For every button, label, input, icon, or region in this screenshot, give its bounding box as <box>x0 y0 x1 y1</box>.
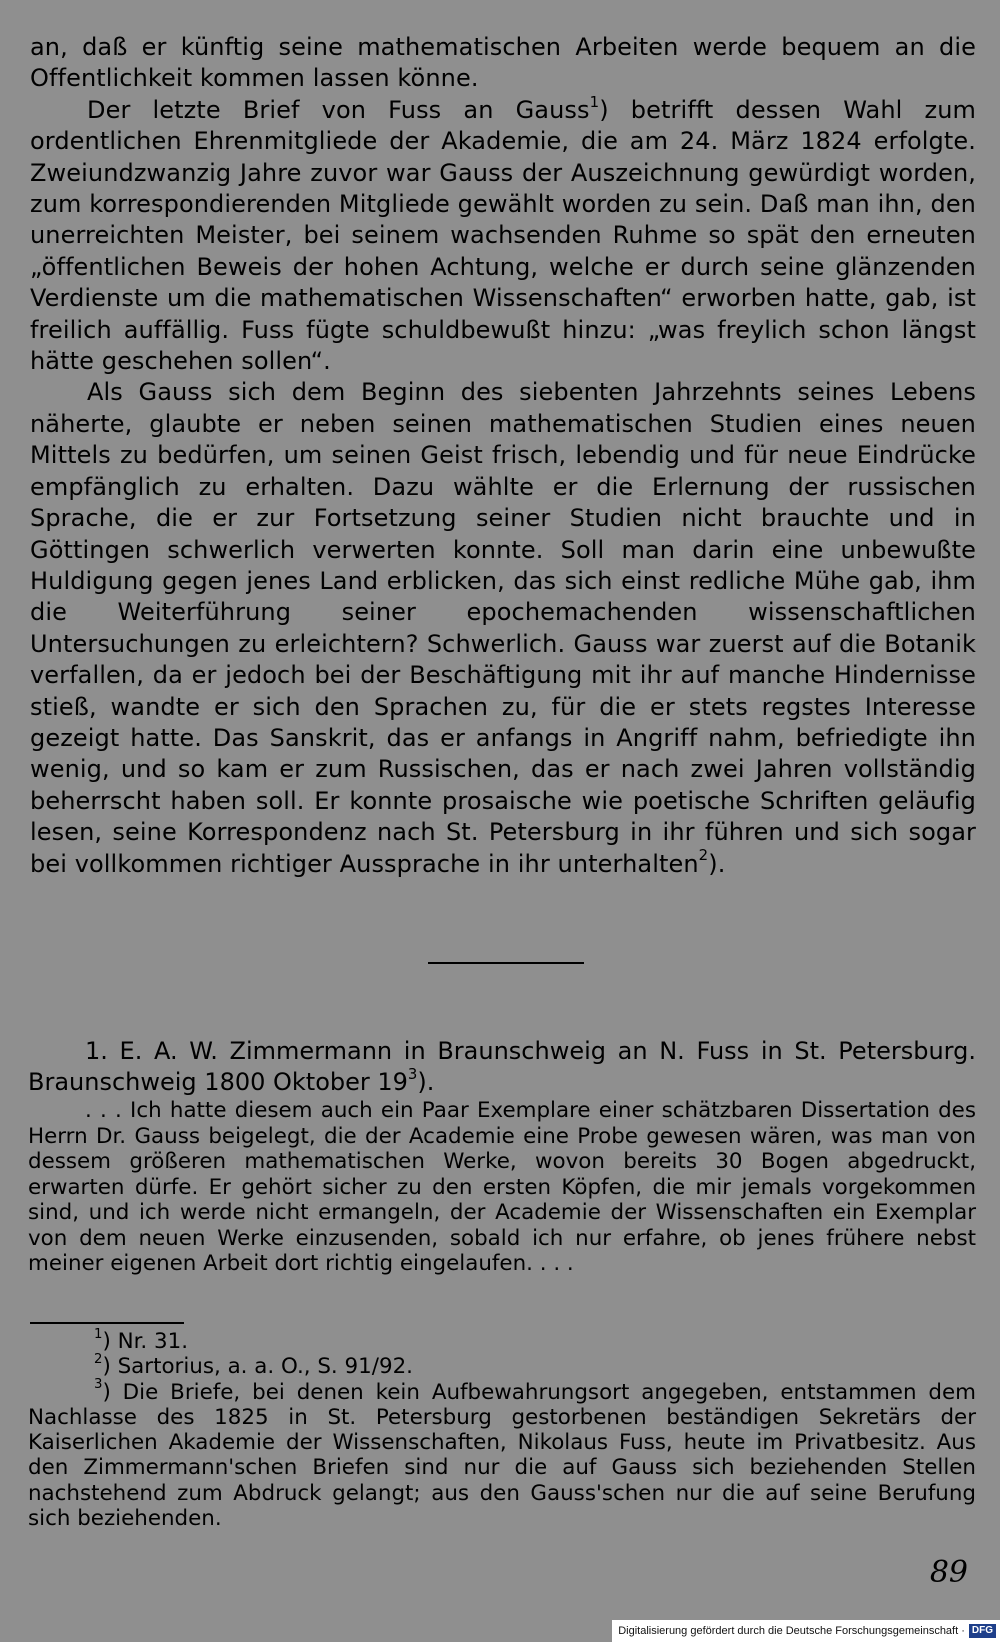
footnote-mark: 3 <box>94 1377 103 1393</box>
footnote-mark: 1 <box>94 1326 103 1342</box>
paragraph-2-text-a: Der letzte Brief von Fuss an Gauss <box>87 95 590 124</box>
paragraph-2-text-b: ) betrifft dessen Wahl zum ordentlichen Ehrenmitgliede der Akademie, die am 24. März 1824 erfolgte. Zweiundzwanzig Jahre zuvor war Gauss der Auszeichnung gewürdigt worden, zum korrespondierenden Mitgliede gewählt worden zu sein. Daß man ihn, den unerreichten Meister, bei seinem wachsenden Ruhme so spät den erneuten „öffentlichen Beweis der hohen Achtung, welche er durch seine glänzenden Verdienste um die mathematischen Wissenschaften“ erworben hatte, gab, ist freilich auffällig. Fuss fügte schuldbewußt hinzu: „was freylich schon längst hätte geschehen sollen“. <box>30 95 976 376</box>
dfg-logo: DFG <box>969 1624 996 1638</box>
footnote-ref-1: 1 <box>589 92 600 111</box>
footnotes <box>28 1326 976 1532</box>
letter-heading <box>28 1036 976 1098</box>
footnote-text: ) Sartorius, a. a. O., S. 91/92. <box>102 1354 413 1380</box>
footnote-3 <box>28 1377 976 1532</box>
letter-body: . . . Ich hatte diesem auch ein Paar Exemplare einer schätzbaren Dissertation des Herrn Dr. Gauss beigelegt, die der Academie eine Probe gewesen wären, was man von dessem größeren mathematischen Werke, wovon bereits 30 Bogen abgedruckt, erwarten dürfe. Er gehört sicher zu den ersten Köpfen, die mir jemals vorgekommen sind, und ich werde nicht ermangeln, der Academie der Wissenschaften ein Exemplar von dem neuen Werke einzusenden, sobald ich nur erfahre, ob jenes frühere nebst meiner eigenen Arbeit dort richtig eingelaufen. . . . <box>28 1098 976 1276</box>
footnote-text: ) Nr. 31. <box>102 1329 189 1354</box>
letter-heading-end: ). <box>417 1068 435 1096</box>
paragraph-3-text-a: Als Gauss sich dem Beginn des siebenten Jahrzehnts seines Lebens näherte, glaubte er neben seinen mathematischen Studien eines neuen Mittels zu bedürfen, um seinen Geist frisch, lebendig und für neue Eindrücke empfänglich zu erhalten. Dazu wählte er die Erlernung der russischen Sprache, die er zur Fortsetzung seiner Studien nicht brauchte und in Göttingen schwerlich verwerten konnte. Soll man darin eine unbewußte Huldigung gegen jenes Land erblicken, das sich einst redliche Mühe gab, ihm die Weiterführung seiner epochemachenden wissenschaftlichen Untersuchungen zu erleichtern? Schwerlich. Gauss war zuerst auf die Botanik verfallen, da er jedoch bei der Beschäftigung mit ihr auf manche Hindernisse stieß, wandte er sich den Sprachen zu, für die er stets regstes Interesse gezeigt hatte. Das Sanskrit, das er anfangs in Angriff nahm, befriedigte ihn wenig, und so kam er zum Russischen, das er nach zwei Jahren vollständig beherrscht haben soll. Er konnte prosaische wie poetische Schriften geläufig lesen, seine Korrespondenz nach St. Petersburg in ihr führen und sich sogar bei vollkommen richtiger Aussprache in ihr unterhalten <box>30 378 976 878</box>
footnote-ref-3: 3 <box>407 1064 418 1083</box>
footnote-text: ) Die Briefe, bei denen kein Aufbewahrungsort angegeben, entstammen dem Nachlasse des 1825 in St. Petersburg gestorbenen beständigen Sekretärs der Kaiserlichen Akademie der Wissenschaften, Nikolaus Fuss, heute im Privatbesitz. Aus den Zimmermann'schen Briefen sind nur die auf Gauss sich beziehenden Stellen nachstehend zum Abdruck gelangt; aus den Gauss'schen nur die auf seine Berufung sich beziehenden. <box>28 1379 976 1532</box>
footnote-mark: 2 <box>94 1352 103 1368</box>
footnote-1 <box>28 1326 976 1354</box>
footnote-ref-2: 2 <box>698 846 709 865</box>
main-text <box>30 32 976 880</box>
paragraph-3-text-b: ). <box>708 849 726 878</box>
paragraph-2 <box>30 92 976 378</box>
letter-section <box>28 1036 976 1277</box>
credit-text: Digitalisierung gefördert durch die Deutsche Forschungsgemeinschaft · <box>618 1625 965 1637</box>
footnote-separator <box>30 1322 184 1324</box>
footnote-2 <box>28 1354 976 1379</box>
section-separator <box>428 962 584 964</box>
paragraph-1: an, daß er künftig seine mathematischen Arbeiten werde bequem an die Offentlichkeit kommen lassen könne. <box>30 33 976 93</box>
letter-heading-text: 1. E. A. W. Zimmermann in Braunschweig an N. Fuss in St. Petersburg. Braunschweig 1800 Oktober 19 <box>28 1037 976 1096</box>
page-number: 89 <box>929 1555 968 1590</box>
digitization-credit <box>612 1620 1000 1642</box>
paragraph-3 <box>30 377 976 880</box>
